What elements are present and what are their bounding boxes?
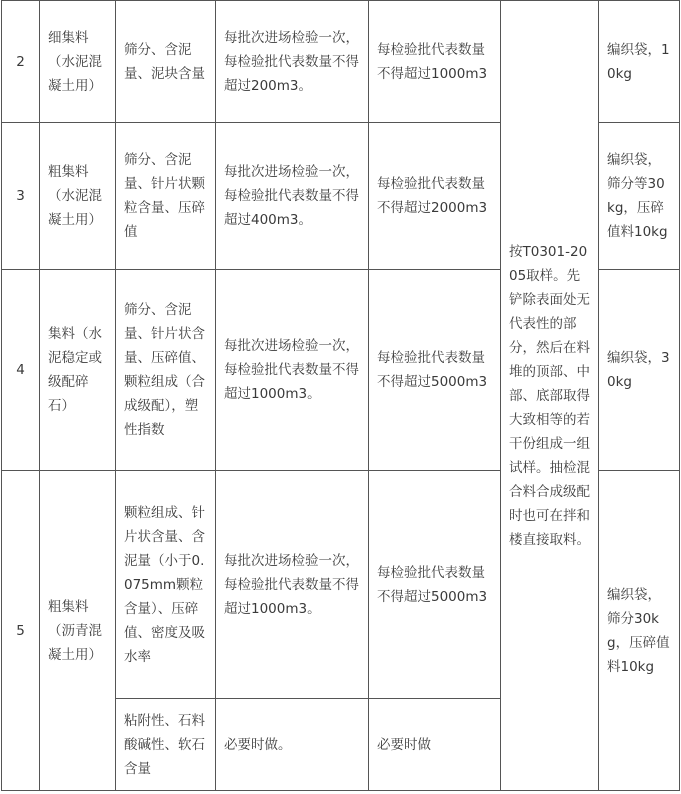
row-number: 2 <box>2 1 40 123</box>
test-frequency: 每批次进场检验一次，每检验批代表数量不得超过400m3。 <box>216 123 369 270</box>
test-items: 筛分、含泥量、泥块含量 <box>116 1 216 123</box>
batch-quantity: 每检验批代表数量不得超过1000m3 <box>369 1 501 123</box>
material-name: 粗集料（水泥混凝土用） <box>40 123 116 270</box>
test-items-extra: 粘附性、石料酸碱性、软石含量 <box>116 699 216 791</box>
test-frequency-extra: 必要时做。 <box>216 699 369 791</box>
batch-quantity: 每检验批代表数量不得超过5000m3 <box>369 471 501 699</box>
test-items: 颗粒组成、针片状含量、含泥量（小于0.075mm颗粒含量）、压碎值、密度及吸水率 <box>116 471 216 699</box>
material-name: 粗集料（沥青混凝土用） <box>40 471 116 791</box>
test-frequency: 每批次进场检验一次，每检验批代表数量不得超过200m3。 <box>216 1 369 123</box>
batch-quantity-extra: 必要时做 <box>369 699 501 791</box>
material-name: 细集料（水泥混凝土用） <box>40 1 116 123</box>
sampling-method: 按T0301-2005取样。先铲除表面处无代表性的部分，然后在料堆的顶部、中部、底部取得大致相等的若干份组成一组试样。抽检混合料合成级配时也可在拌和楼直接取料。 <box>501 1 599 791</box>
batch-quantity: 每检验批代表数量不得超过2000m3 <box>369 123 501 270</box>
test-items: 筛分、含泥量、针片状颗粒含量、压碎值 <box>116 123 216 270</box>
material-name: 集料（水泥稳定或级配碎石） <box>40 270 116 471</box>
test-items: 筛分、含泥量、针片状含量、压碎值、颗粒组成（合成级配），塑性指数 <box>116 270 216 471</box>
row-number: 3 <box>2 123 40 270</box>
sample-packing: 编织袋，筛分30kg，压碎值料10kg <box>599 471 680 791</box>
row-number: 5 <box>2 471 40 791</box>
batch-quantity: 每检验批代表数量不得超过5000m3 <box>369 270 501 471</box>
table-row <box>2 1 680 123</box>
sample-packing: 编织袋，10kg <box>599 1 680 123</box>
test-frequency: 每批次进场检验一次，每检验批代表数量不得超过1000m3。 <box>216 270 369 471</box>
sampling-table <box>1 0 680 791</box>
test-frequency: 每批次进场检验一次，每检验批代表数量不得超过1000m3。 <box>216 471 369 699</box>
row-number: 4 <box>2 270 40 471</box>
sample-packing: 编织袋，筛分等30kg，压碎值料10kg <box>599 123 680 270</box>
sample-packing: 编织袋，30kg <box>599 270 680 471</box>
